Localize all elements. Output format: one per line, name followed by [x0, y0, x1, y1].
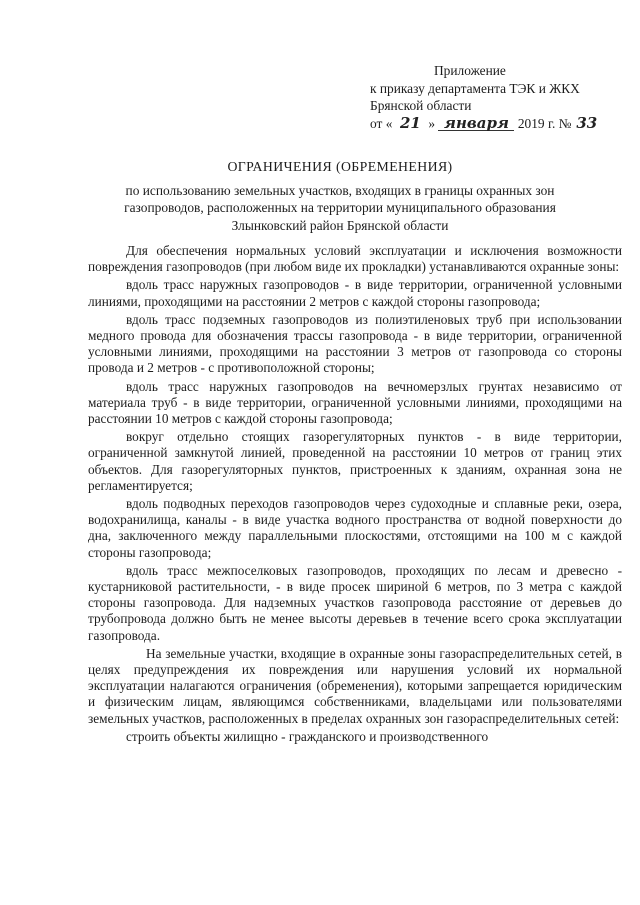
handwritten-month: января	[438, 116, 514, 131]
subtitle-line-3: Злынковский район Брянской области	[231, 217, 449, 233]
date-mid: »	[428, 115, 436, 131]
document-body	[88, 243, 622, 745]
paragraph-zone-forest: вдоль трасс межпоселковых газопроводов, проходящих по лесам и древесно - кустарниковой растительности, - в виде просек шириной 6 метров, по 3 метра с каждой стороны газопровода. Для надземных участков газопровода расстояние от деревьев до трубопровода должно быть не менее высоты деревьев в течение всего срока эксплуатации газопровода.	[88, 562, 622, 643]
paragraph-restriction-item: строить объекты жилищно - гражданского и производственного	[126, 728, 489, 744]
subtitle-line-1: по использованию земельных участков, входящих в границы охранных зон	[125, 182, 555, 198]
subtitle-line-2: газопроводов, расположенных на территории муниципального образования	[124, 200, 556, 215]
paragraph-zone-external: вдоль трасс наружных газопроводов - в виде территории, ограниченной условными линиями, проходящими на расстоянии 2 метров с каждой стороны газопровода;	[88, 277, 622, 309]
paragraph-zone-underwater: вдоль подводных переходов газопроводов через судоходные и сплавные реки, озера, водохранилища, каналы - в виде участка водного пространства от водной поверхности до дна, заключенного между параллельными плоскостями, отстоящими на 100 м с каждой стороны газопровода;	[88, 496, 622, 560]
paragraph-zone-permafrost: вдоль трасс наружных газопроводов на вечномерзлых грунтах независимо от материала труб - в виде территории, ограниченной условными линиями, проходящими на расстоянии 10 метров с каждой стороны газопровода;	[88, 378, 622, 427]
date-year: 2019 г. №	[517, 115, 572, 131]
document-heading: ОГРАНИЧЕНИЯ (ОБРЕМЕНЕНИЯ)	[227, 159, 453, 174]
annex-order-line: к приказу департамента ТЭК и ЖКХ	[370, 80, 580, 96]
paragraph-zone-polyethylene: вдоль трасс подземных газопроводов из полиэтиленовых труб при использовании медного провода для обозначения трассы газопровода - в виде территории, ограниченной условными линиями, проходящими на расстоянии 3 метров от газопровода со стороны провода и 2 метров - с противоположной стороны;	[88, 311, 622, 376]
paragraph-intro: Для обеспечения нормальных условий эксплуатации и исключения возможности повреждения газопроводов (при любом виде их прокладки) устанавливаются охранные зоны:	[88, 243, 622, 275]
paragraph-zone-regulator-points: вокруг отдельно стоящих газорегуляторных пунктов - в виде территории, ограниченной замкнутой линией, проведенной на расстоянии 10 метров от границ этих объектов. Для газорегуляторных пунктов, пристроенных к зданиям, охранная зона не регламентируется;	[88, 429, 622, 493]
annex-block	[370, 62, 599, 132]
annex-region-line: Брянской области	[370, 98, 472, 114]
paragraph-restrictions: На земельные участки, входящие в охранные зоны газораспределительных сетей, в целях предупреждения их повреждения или нарушения условий их нормальной эксплуатации налагаются ограничения (обременения), которыми запрещается юридическим и физическим лицам, являющимся собственниками, владельцами или пользователями земельных участков, расположенных в пределах охранных зон газораспределительных сетей:	[88, 645, 622, 726]
annex-date-line	[370, 115, 599, 133]
handwritten-day: 21	[399, 113, 421, 132]
date-prefix: от «	[370, 115, 393, 131]
document-title-block	[60, 158, 620, 234]
annex-title: Приложение	[434, 63, 506, 78]
handwritten-order-number: 33	[576, 113, 598, 132]
